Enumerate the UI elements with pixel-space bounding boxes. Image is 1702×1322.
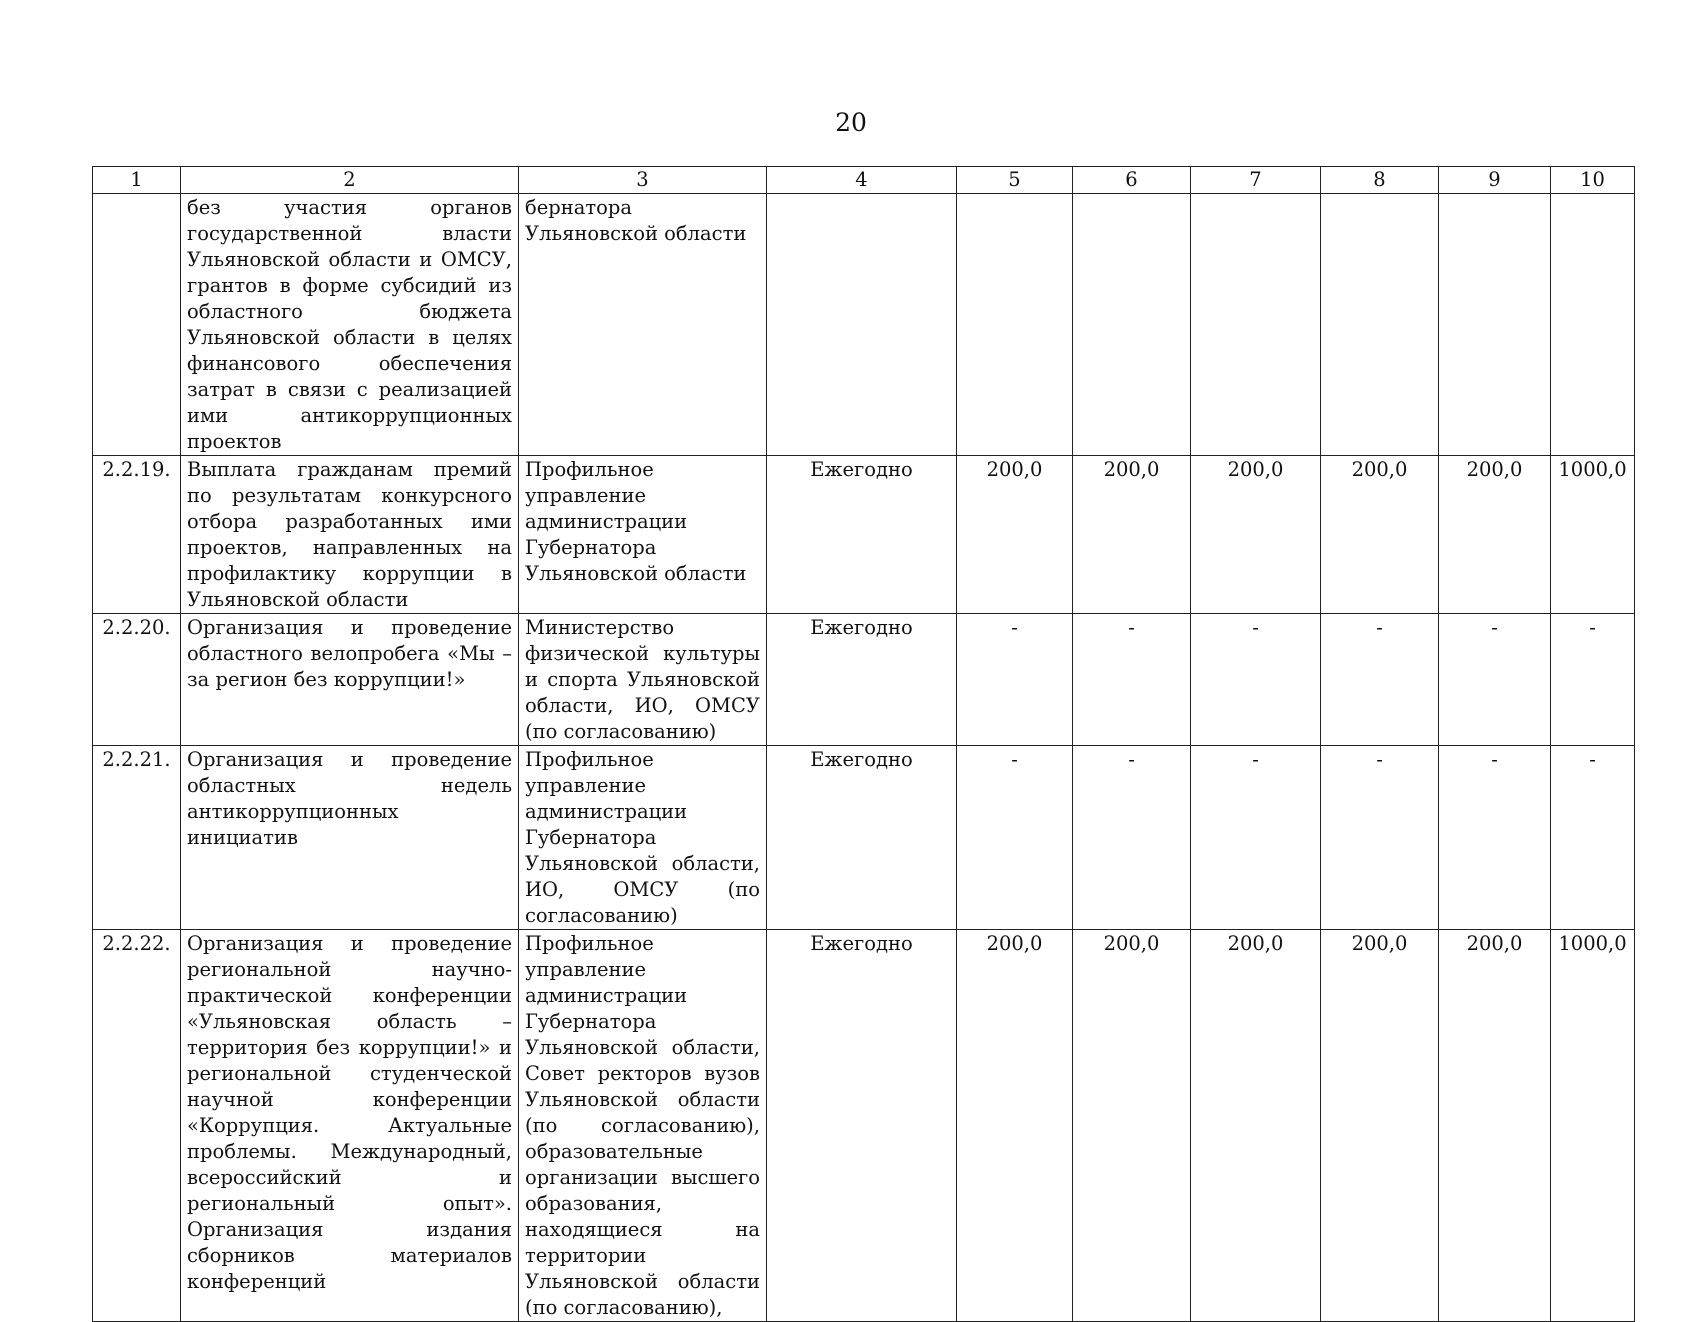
total-cell: 1000,0: [1551, 930, 1635, 1322]
col-header-4: 4: [767, 167, 957, 194]
value-cell: [957, 194, 1073, 456]
value-cell: -: [1321, 746, 1439, 930]
value-cell: -: [1439, 746, 1551, 930]
value-cell: 200,0: [1073, 456, 1191, 614]
value-cell: 200,0: [1439, 456, 1551, 614]
header-row: [93, 167, 1635, 194]
period-cell: Ежегодно: [767, 930, 957, 1322]
col-header-1: 1: [93, 167, 181, 194]
action-cell: Организация и проведение областных недель антикоррупционных инициатив: [181, 746, 519, 930]
table-row: [93, 930, 1635, 1322]
total-cell: -: [1551, 614, 1635, 746]
value-cell: 200,0: [1073, 930, 1191, 1322]
col-header-6: 6: [1073, 167, 1191, 194]
table-row: [93, 746, 1635, 930]
col-header-8: 8: [1321, 167, 1439, 194]
total-cell: -: [1551, 746, 1635, 930]
value-cell: -: [1191, 614, 1321, 746]
table-row: [93, 456, 1635, 614]
page-number: 20: [835, 108, 867, 137]
value-cell: [1073, 194, 1191, 456]
total-cell: [1551, 194, 1635, 456]
value-cell: -: [1439, 614, 1551, 746]
plan-table: [92, 166, 1635, 1322]
executor-cell: бернатора Ульяновской области: [519, 194, 767, 456]
executor-cell: Министерство физической культуры и спорта Ульяновской области, ИО, ОМСУ (по согласованию): [519, 614, 767, 746]
col-header-9: 9: [1439, 167, 1551, 194]
col-header-7: 7: [1191, 167, 1321, 194]
row-number: 2.2.21.: [93, 746, 181, 930]
executor-cell: Профильное управление администрации Губернатора Ульяновской области, ИО, ОМСУ (по согласованию): [519, 746, 767, 930]
value-cell: -: [1191, 746, 1321, 930]
value-cell: 200,0: [1191, 456, 1321, 614]
row-number: 2.2.19.: [93, 456, 181, 614]
value-cell: -: [1073, 746, 1191, 930]
action-cell: Организация и проведение региональной научно-практической конференции «Ульяновская область – территория без коррупции!» и региональной студенческой научной конференции «Коррупция. Актуальные проблемы. Международный, всероссийский и региональный опыт». Организация издания сборников материалов конференций: [181, 930, 519, 1322]
value-cell: -: [957, 614, 1073, 746]
value-cell: -: [1321, 614, 1439, 746]
period-cell: Ежегодно: [767, 614, 957, 746]
value-cell: -: [957, 746, 1073, 930]
period-cell: Ежегодно: [767, 456, 957, 614]
value-cell: 200,0: [1321, 456, 1439, 614]
row-number: 2.2.20.: [93, 614, 181, 746]
action-cell: без участия органов государственной власти Ульяновской области и ОМСУ, грантов в форме субсидий из областного бюджета Ульяновской области в целях финансового обеспечения затрат в связи с реализацией ими антикоррупционных проектов: [181, 194, 519, 456]
period-cell: Ежегодно: [767, 746, 957, 930]
value-cell: 200,0: [1439, 930, 1551, 1322]
table-row: [93, 614, 1635, 746]
col-header-2: 2: [181, 167, 519, 194]
executor-cell: Профильное управление администрации Губернатора Ульяновской области, Совет ректоров вузов Ульяновской области (по согласованию), образовательные организации высшего образования, находящиеся на территории Ульяновской области (по согласованию),: [519, 930, 767, 1322]
row-number: 2.2.22.: [93, 930, 181, 1322]
value-cell: 200,0: [1321, 930, 1439, 1322]
col-header-3: 3: [519, 167, 767, 194]
action-cell: Выплата гражданам премий по результатам конкурсного отбора разработанных ими проектов, направленных на профилактику коррупции в Ульяновской области: [181, 456, 519, 614]
period-cell: [767, 194, 957, 456]
col-header-10: 10: [1551, 167, 1635, 194]
total-cell: 1000,0: [1551, 456, 1635, 614]
value-cell: [1191, 194, 1321, 456]
executor-cell: Профильное управление администрации Губернатора Ульяновской области: [519, 456, 767, 614]
value-cell: 200,0: [957, 930, 1073, 1322]
col-header-5: 5: [957, 167, 1073, 194]
row-number: [93, 194, 181, 456]
value-cell: -: [1073, 614, 1191, 746]
value-cell: [1439, 194, 1551, 456]
value-cell: 200,0: [957, 456, 1073, 614]
value-cell: [1321, 194, 1439, 456]
value-cell: 200,0: [1191, 930, 1321, 1322]
action-cell: Организация и проведение областного велопробега «Мы – за регион без коррупции!»: [181, 614, 519, 746]
table-row: [93, 194, 1635, 456]
